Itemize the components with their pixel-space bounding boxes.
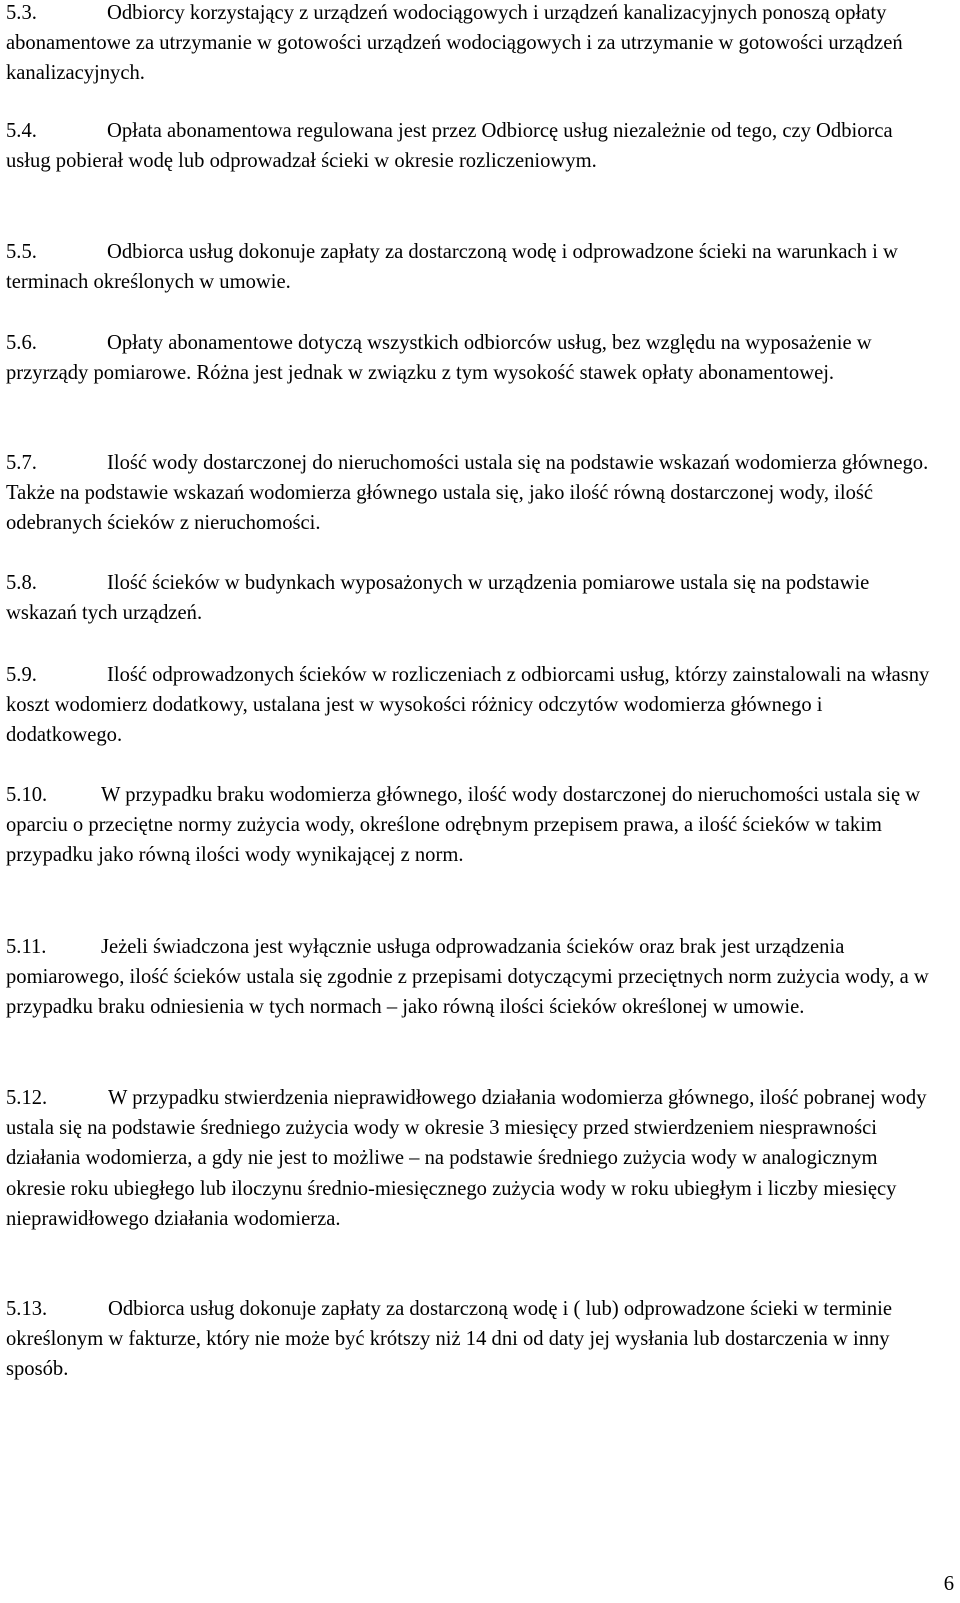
clause-text: Opłaty abonamentowe dotyczą wszystkich odbiorców usług, bez względu na wyposażenie w przyrządy pomiarowe. Różna jest jednak w związku z tym wysokość stawek opłaty abonamentowej. xyxy=(6,332,872,385)
clause-text: Odbiorca usług dokonuje zapłaty za dostarczoną wodę i ( lub) odprowadzone ścieki w terminie określonym w fakturze, który nie może być krótszy niż 14 dni od daty jej wysłania lub dostarczenia w inny sposób. xyxy=(6,1298,893,1381)
clause-5-10 xyxy=(6,780,936,871)
clause-5-12 xyxy=(6,1083,936,1234)
clause-text: Opłata abonamentowa regulowana jest przez Odbiorcę usług niezależnie od tego, czy Odbiorca usług pobierał wodę lub odprowadzał ścieki w okresie rozliczeniowym. xyxy=(6,120,893,173)
page-number: 6 xyxy=(943,1573,954,1595)
clause-number: 5.13. xyxy=(6,1298,48,1320)
clause-text: W przypadku braku wodomierza głównego, ilość wody dostarczonej do nieruchomości ustala się w oparciu o przeciętne normy zużycia wody, określone odrębnym przepisem prawa, a ilość ścieków w takim przypadku jako równą ilości wody wynikającej z norm. xyxy=(6,784,921,867)
clause-text: Odbiorca usług dokonuje zapłaty za dostarczoną wodę i odprowadzone ścieki na warunkach i w terminach określonych w umowie. xyxy=(6,241,898,294)
clause-number: 5.11. xyxy=(6,936,47,958)
clause-number: 5.3. xyxy=(6,2,37,24)
clause-5-11 xyxy=(6,932,936,1023)
clause-5-6 xyxy=(6,328,936,388)
clause-text: Ilość ścieków w budynkach wyposażonych w urządzenia pomiarowe ustala się na podstawie wskazań tych urządzeń. xyxy=(6,572,870,625)
clause-5-9 xyxy=(6,660,936,751)
clause-text: Ilość odprowadzonych ścieków w rozliczeniach z odbiorcami usług, którzy zainstalowali na własny koszt wodomierz dodatkowy, ustalana jest w wysokości różnicy odczytów wodomierza głównego i dodatkowego. xyxy=(6,664,930,747)
clause-5-4 xyxy=(6,116,936,176)
clause-5-8 xyxy=(6,568,936,628)
clause-number: 5.9. xyxy=(6,664,37,686)
clause-5-7 xyxy=(6,448,936,539)
clause-5-5 xyxy=(6,237,936,297)
clause-text: Odbiorcy korzystający z urządzeń wodociągowych i urządzeń kanalizacyjnych ponoszą opłaty abonamentowe za utrzymanie w gotowości urządzeń wodociągowych i za utrzymanie w gotowości urządzeń kanalizacyjnych. xyxy=(6,2,903,85)
clause-text: Jeżeli świadczona jest wyłącznie usługa odprowadzania ścieków oraz brak jest urządzenia pomiarowego, ilość ścieków ustala się zgodnie z przepisami dotyczącymi przeciętnych norm zużycia wody, a w przypadku braku odniesienia w tych normach – jako równą ilości ścieków określonej w umowie. xyxy=(6,936,929,1019)
clause-5-13 xyxy=(6,1294,936,1385)
clause-5-3 xyxy=(6,0,936,89)
clause-text: W przypadku stwierdzenia nieprawidłowego działania wodomierza głównego, ilość pobranej wody ustala się na podstawie średniego zużycia wody w okresie 3 miesięcy przed stwierdzeniem niesprawności działania wodomierza, a gdy nie jest to możliwe – na podstawie średniego zużycia wody w analogicznym okresie roku ubiegłego lub iloczynu średnio-miesięcznego zużycia wody w roku ubiegłym i liczby miesięcy nieprawidłowego działania wodomierza. xyxy=(6,1087,927,1230)
clause-number: 5.4. xyxy=(6,120,37,142)
document-page xyxy=(6,0,936,1603)
clause-number: 5.5. xyxy=(6,241,37,263)
clause-number: 5.7. xyxy=(6,452,37,474)
clause-number: 5.6. xyxy=(6,332,37,354)
clause-number: 5.12. xyxy=(6,1087,48,1109)
clause-text: Ilość wody dostarczonej do nieruchomości ustala się na podstawie wskazań wodomierza głównego. Także na podstawie wskazań wodomierza głównego ustala się, jako ilość równą dostarczonej wody, ilość odebranych ścieków z nieruchomości. xyxy=(6,452,929,535)
clause-number: 5.8. xyxy=(6,572,37,594)
clause-number: 5.10. xyxy=(6,784,48,806)
